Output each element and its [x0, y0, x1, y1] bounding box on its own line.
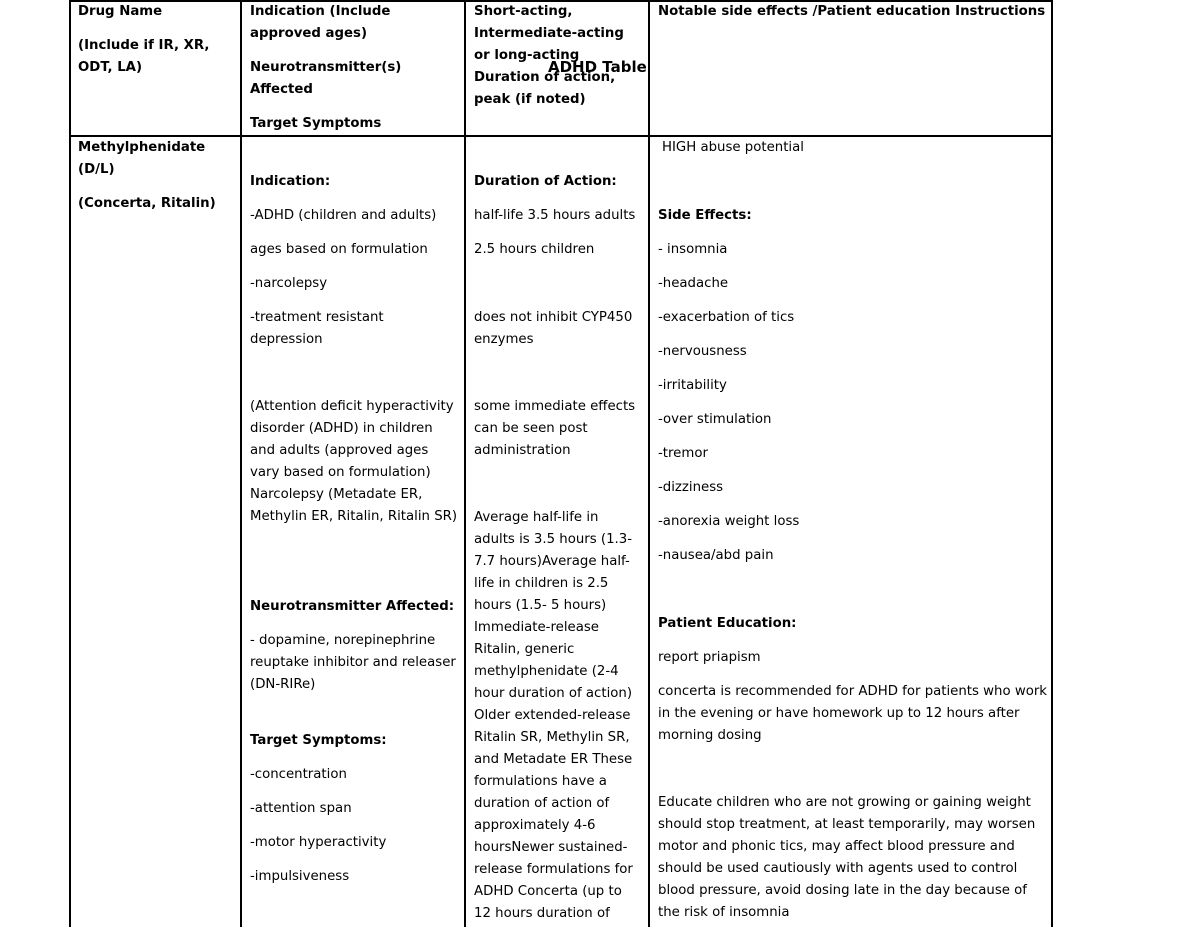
indication-item: -narcolepsy: [250, 276, 328, 291]
header-target-symptoms-label: Target Symptoms: [250, 116, 382, 131]
duration-cyp-note: does not inhibit CYP450 enzymes: [474, 310, 633, 347]
target-symptoms-heading: Target Symptoms:: [250, 733, 387, 748]
indication-heading: Indication:: [250, 174, 331, 189]
side-effect-item: -nausea/abd pain: [658, 548, 774, 563]
header-duration: [474, 1, 644, 111]
side-effect-item: -dizziness: [658, 480, 724, 495]
header-side-effects: [658, 1, 1048, 23]
table-border-left: [69, 0, 71, 927]
side-effect-item: - insomnia: [658, 242, 728, 257]
column-divider-3: [648, 0, 650, 927]
indication-item: ages based on formulation: [250, 242, 428, 257]
header-side-effects-label: Notable side effects /Patient education Instructions: [658, 4, 1046, 19]
header-indication: [250, 1, 460, 135]
side-effect-item: -anorexia weight loss: [658, 514, 800, 529]
target-symptom-item: -attention span: [250, 801, 352, 816]
column-divider-1: [240, 0, 242, 927]
target-symptom-item: -concentration: [250, 767, 347, 782]
table-border-right: [1051, 0, 1053, 927]
neurotransmitter-text: - dopamine, norepinephrine reuptake inhibitor and releaser (DN-RIRe): [250, 633, 456, 692]
drug-brands: (Concerta, Ritalin): [78, 196, 216, 211]
header-acting-label: Short-acting, Intermediate-acting or long-acting: [474, 4, 624, 63]
side-effect-item: -nervousness: [658, 344, 747, 359]
side-effects-heading: Side Effects:: [658, 208, 752, 223]
duration-immediate-note: some immediate effects can be seen post administration: [474, 399, 636, 458]
indication-item: -ADHD (children and adults): [250, 208, 437, 223]
target-symptom-item: -impulsiveness: [250, 869, 350, 884]
indication-paragraph: (Attention deficit hyperactivity disorder (ADHD) in children and adults (approved ages vary based on formulation) Narcolepsy (Metadate ER, Methylin ER, Ritalin, Ritalin SR): [250, 399, 458, 524]
side-effects-cell: [658, 137, 1048, 924]
target-symptom-item: -motor hyperactivity: [250, 835, 387, 850]
patient-education-item: concerta is recommended for ADHD for patients who work in the evening or have homework up to 12 hours after morning dosing: [658, 684, 1048, 743]
duration-cell: [474, 171, 642, 925]
side-effect-item: -headache: [658, 276, 729, 291]
duration-heading: Duration of Action:: [474, 174, 617, 189]
header-drug-name-note: (Include if IR, XR, ODT, LA): [78, 38, 210, 75]
side-effect-item: -exacerbation of tics: [658, 310, 795, 325]
neurotransmitter-heading: Neurotransmitter Affected:: [250, 599, 455, 614]
patient-education-item: report priapism: [658, 650, 761, 665]
side-effect-item: -over stimulation: [658, 412, 772, 427]
duration-item: 2.5 hours children: [474, 242, 595, 257]
header-indication-label: Indication (Include approved ages): [250, 4, 391, 41]
document-title: ADHD Table: [548, 58, 647, 76]
side-effect-item: -tremor: [658, 446, 708, 461]
header-drug-name: [78, 1, 233, 79]
header-duration-label: Duration of action, peak (if noted): [474, 70, 616, 107]
indication-item: -treatment resistant depression: [250, 310, 384, 347]
duration-paragraph: Average half-life in adults is 3.5 hours (1.3-7.7 hours)Average half-life in children is 2.5 hours (1.5- 5 hours) Immediate-release Ritalin, generic methylphenidate (2-4 hour duration of action) Older extended-release Ritalin SR, Methylin SR, and Metadate ER These formulations have a duration of action of approximately 4-6 hoursNewer sustained-release formulations for ADHD Concerta (up to 12 hours duration of: [474, 510, 633, 921]
side-effect-item: -irritability: [658, 378, 727, 393]
column-divider-2: [464, 0, 466, 927]
abuse-potential: HIGH abuse potential: [662, 140, 804, 155]
drug-name-cell: [78, 137, 233, 215]
header-neurotransmitter-label: Neurotransmitter(s) Affected: [250, 60, 402, 97]
header-drug-name-label: Drug Name: [78, 4, 163, 19]
patient-education-item: Educate children who are not growing or gaining weight should stop treatment, at least temporarily, may worsen motor and phonic tics, may affect blood pressure and should be used cautiously with agents used to control blood pressure, avoid dosing late in the day because of the risk of insomnia: [658, 795, 1036, 920]
drug-name: Methylphenidate (D/L): [78, 140, 206, 177]
indication-cell: [250, 171, 460, 888]
patient-education-heading: Patient Education:: [658, 616, 797, 631]
duration-item: half-life 3.5 hours adults: [474, 208, 636, 223]
